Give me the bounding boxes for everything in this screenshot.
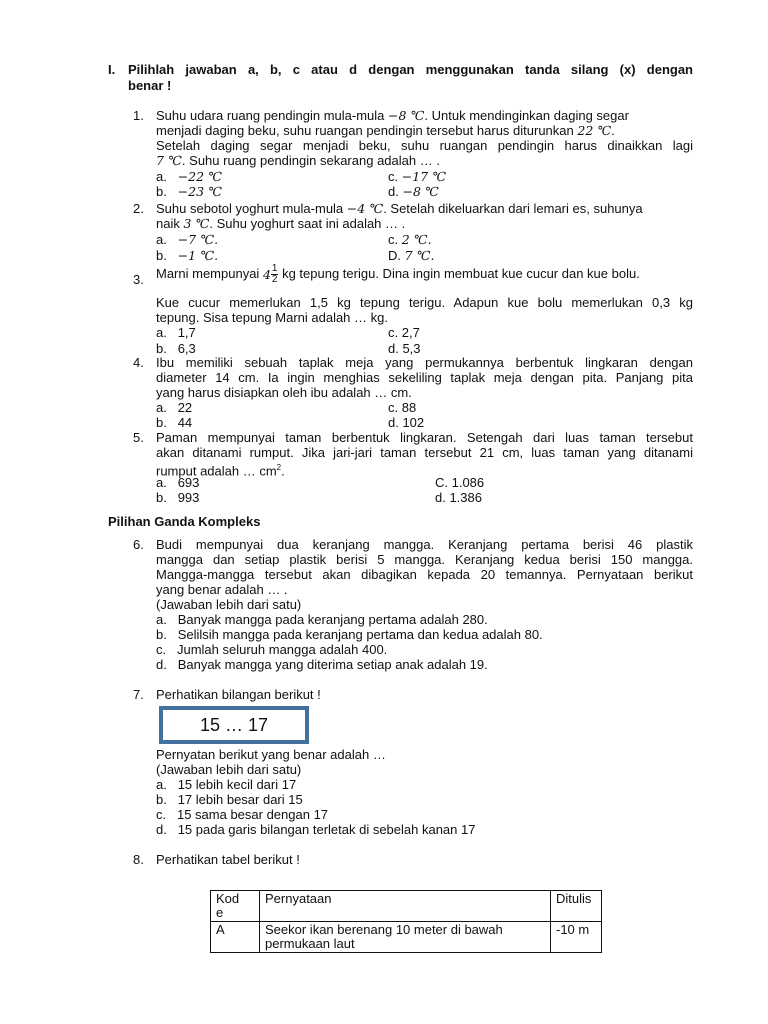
q6-line3: Mangga-mangga tersebut akan dibagikan kepada 20 temannya. Pernyataan berikut	[156, 567, 693, 582]
section-title-complex: Pilihan Ganda Kompleks	[108, 514, 261, 529]
q1-option-a[interactable]: a. −22 ℃	[156, 169, 223, 184]
q2-option-b[interactable]: b. −1 ℃.	[156, 248, 219, 263]
q8-line1: Perhatikan tabel berikut !	[156, 852, 300, 867]
section-instruction-line2: benar !	[128, 78, 172, 93]
q4-option-b[interactable]: b. 44	[156, 415, 193, 430]
q7-number: 7.	[133, 687, 144, 702]
q7-option-a[interactable]: a. 15 lebih kecil dari 17	[156, 777, 297, 792]
section-instruction-line1: Pilihlah jawaban a, b, c atau d dengan menggunakan tanda silang (x) dengan	[128, 62, 693, 77]
q3-line1: Marni mempunyai 4 $\frac{1}{2}$ kg tepung terigu. Dina ingin membuat kue cucur dan kue bolu.	[156, 263, 640, 285]
q6-line5: (Jawaban lebih dari satu)	[156, 597, 302, 612]
section-number: I.	[108, 62, 116, 77]
q4-number: 4.	[133, 355, 144, 370]
q4-option-a[interactable]: a. 22	[156, 400, 193, 415]
q5-line3: rumput adalah … $cm^2$.	[156, 463, 285, 479]
q5-line2: akan ditanami rumput. Jika jari-jari taman tersebut 21 cm, luas taman yang ditanami	[156, 445, 693, 460]
q3-line2: Kue cucur memerlukan 1,5 kg tepung terigu. Adapun kue bolu memerlukan 0,3 kg	[156, 295, 693, 310]
q1-line1: Suhu udara ruang pendingin mula-mula −8 ℃. Untuk mendinginkan daging segar	[156, 108, 629, 123]
q7-option-b[interactable]: b. 17 lebih besar dari 15	[156, 792, 303, 807]
q1-line3: Setelah daging segar menjadi beku, suhu ruangan pendingin harus dinaikkan lagi	[156, 138, 693, 153]
q6-line1: Budi mempunyai dua keranjang mangga. Keranjang pertama berisi 46 plastik	[156, 537, 693, 552]
q1-line2: menjadi daging beku, suhu ruangan pendingin tersebut harus diturunkan 22 ℃.	[156, 123, 615, 138]
q5-option-c[interactable]: C. 1.086	[435, 475, 485, 490]
table-header-written: Ditulis	[551, 891, 602, 922]
q1-option-d[interactable]: d. −8 ℃	[388, 184, 439, 199]
q5-option-d[interactable]: d. 1.386	[435, 490, 482, 505]
q2-line1: Suhu sebotol yoghurt mula-mula −4 ℃. Setelah dikeluarkan dari lemari es, suhunya	[156, 201, 643, 216]
q6-option-d[interactable]: d. Banyak mangga yang diterima setiap anak adalah 19.	[156, 657, 488, 672]
q3-number: 3.	[133, 272, 144, 287]
q1-line4: 7 ℃. Suhu ruang pendingin sekarang adalah … .	[156, 153, 440, 168]
q7-option-d[interactable]: d. 15 pada garis bilangan terletak di sebelah kanan 17	[156, 822, 476, 837]
q4-option-d[interactable]: d. 102	[388, 415, 425, 430]
q1-number: 1.	[133, 108, 144, 123]
q8-number: 8.	[133, 852, 144, 867]
q7-line3: (Jawaban lebih dari satu)	[156, 762, 302, 777]
q5-line1: Paman mempunyai taman berbentuk lingkaran. Setengah dari luas taman tersebut	[156, 430, 693, 445]
mixed-fraction: $\frac{1}{2}$	[271, 263, 278, 285]
q2-line2: naik 3 ℃. Suhu yoghurt saat ini adalah … .	[156, 216, 406, 231]
table-header-statement: Pernyataan	[260, 891, 551, 922]
table-header-row	[211, 891, 602, 922]
q5-number: 5.	[133, 430, 144, 445]
q7-line2: Pernyatan berikut yang benar adalah …	[156, 747, 386, 762]
q2-option-a[interactable]: a. −7 ℃.	[156, 232, 219, 247]
q3-line3: tepung. Sisa tepung Marni adalah … kg.	[156, 310, 388, 325]
q4-option-c[interactable]: c. 88	[388, 400, 417, 415]
q6-line4: yang benar adalah … .	[156, 582, 288, 597]
q5-option-b[interactable]: b. 993	[156, 490, 200, 505]
q6-line2: mangga dan setiap plastik berisi 5 mangga. Keranjang kedua berisi 150 mangga.	[156, 552, 693, 567]
table-header-code: Kod e	[211, 891, 260, 922]
table-cell-written: -10 m	[551, 922, 602, 953]
q2-number: 2.	[133, 201, 144, 216]
number-box: 15 … 17	[159, 706, 309, 744]
q6-option-a[interactable]: a. Banyak mangga pada keranjang pertama adalah 280.	[156, 612, 488, 627]
q7-line1: Perhatikan bilangan berikut !	[156, 687, 321, 702]
table-cell-statement: Seekor ikan berenang 10 meter di bawah permukaan laut	[260, 922, 551, 953]
q4-line3: yang harus disiapkan oleh ibu adalah … cm.	[156, 385, 412, 400]
q6-option-c[interactable]: c. Jumlah seluruh mangga adalah 400.	[156, 642, 388, 657]
q7-option-c[interactable]: c. 15 sama besar dengan 17	[156, 807, 329, 822]
q1-option-b[interactable]: b. −23 ℃	[156, 184, 223, 199]
q3-option-b[interactable]: b. 6,3	[156, 341, 196, 356]
table-cell-code: A	[211, 922, 260, 953]
q6-option-b[interactable]: b. Selilsih mangga pada keranjang pertama dan kedua adalah 80.	[156, 627, 543, 642]
q4-line1: Ibu memiliki sebuah taplak meja yang permukannya berbentuk lingkaran dengan	[156, 355, 693, 370]
statement-table	[210, 890, 602, 953]
q1-option-c[interactable]: c. −17 ℃	[388, 169, 447, 184]
q6-number: 6.	[133, 537, 144, 552]
q2-option-c[interactable]: c. 2 ℃.	[388, 232, 432, 247]
q4-line2: diameter 14 cm. Ia ingin menghias sekeliling taplak meja dengan pita. Panjang pita	[156, 370, 693, 385]
q3-option-d[interactable]: d. 5,3	[388, 341, 421, 356]
q5-option-a[interactable]: a. 693	[156, 475, 200, 490]
table-row	[211, 922, 602, 953]
q2-option-d[interactable]: D. 7 ℃.	[388, 248, 435, 263]
q3-option-a[interactable]: a. 1,7	[156, 325, 196, 340]
q3-option-c[interactable]: c. 2,7	[388, 325, 420, 340]
